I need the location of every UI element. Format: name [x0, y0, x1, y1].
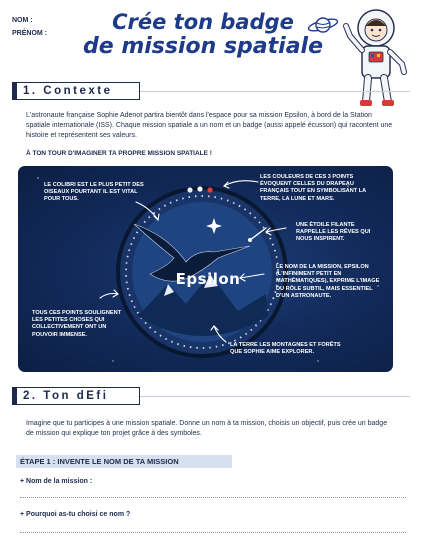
prenom-label: PRÉNOM : — [12, 30, 47, 37]
page-title — [72, 10, 334, 60]
annotation-etoile: UNE ÉTOILE FILANTE RAPPELLE LES RÊVES QUI NOUS INSPIRENT. — [296, 222, 371, 243]
answer-line-mission-name[interactable] — [20, 497, 406, 498]
question-why-name: + Pourquoi as-tu choisi ce nom ? — [20, 511, 131, 518]
badge-mission-name: Epsilon — [175, 270, 241, 288]
context-paragraph: L'astronaute française Sophie Adenot partira bientôt dans l'espace pour sa mission Epsilon, à bord de la Station spatiale internationale (ISS). Chaque mission spatiale a un nom et un badge (aussi appelé écusson) qui racontent une histoire et représentent ses valeurs. — [26, 112, 393, 139]
earth-point — [187, 187, 192, 192]
question-mission-name: + Nom de la mission : — [20, 478, 93, 485]
section-divider — [140, 396, 410, 397]
astronaut-illustration — [342, 6, 410, 108]
answer-line-why-name[interactable] — [20, 532, 406, 533]
moon-point — [197, 186, 202, 191]
nom-label: NOM : — [12, 17, 33, 24]
step-1-heading: ÉTAPE 1 : INVENTE LE NOM DE TA MISSION — [16, 455, 232, 468]
section-divider — [140, 91, 410, 92]
annotation-nom: LE NOM DE LA MISSION, EPSILON (L'INFINIMENT PETIT EN MATHÉMATIQUES), EXPRIME L'IMAGE DU RÔLE SUBTIL, MAIS ESSENTIEL D'UN ASTRONAUTE. — [276, 264, 380, 299]
annotation-points: TOUS CES POINTS SOULIGNENT LES PETITES CHOSES QUI COLLECTIVEMENT ONT UN POUVOIR IMMENSE. — [32, 310, 122, 338]
planet-icon — [306, 14, 340, 36]
section-heading-defi: 2. Ton dEfi — [12, 387, 140, 405]
title-line-1: Crée ton badge — [112, 10, 294, 34]
annotation-couleurs: LES COULEURS DE CES 3 POINTS ÉVOQUENT CELLES DU DRAPEAU FRANÇAIS TOUT EN SYMBOLISANT LA TERRE, LA LUNE ET MARS. — [260, 174, 366, 202]
badge-explanation-panel — [18, 166, 393, 372]
call-to-action: À TON TOUR D'IMAGINER TA PROPRE MISSION SPATIALE ! — [26, 150, 212, 157]
annotation-montagnes: LA TERRE LES MONTAGNES ET FORÊTS QUE SOPHIE AIME EXPLORER. — [230, 342, 341, 356]
title-line-2: de mission spatiale — [82, 34, 323, 59]
identity-fields — [12, 14, 47, 40]
mars-point — [207, 187, 212, 192]
annotation-colibri: LE COLIBRI EST LE PLUS PETIT DES OISEAUX POURTANT IL EST VITAL POUR TOUS. — [44, 182, 144, 203]
defi-paragraph: Imagine que tu participes à une mission spatiale. Donne un nom à ta mission, choisis un objectif, puis crée un badge de mission qui explique ton projet grâce à des symboles. — [26, 420, 388, 437]
section-heading-contexte: 1. Contexte — [12, 82, 140, 100]
